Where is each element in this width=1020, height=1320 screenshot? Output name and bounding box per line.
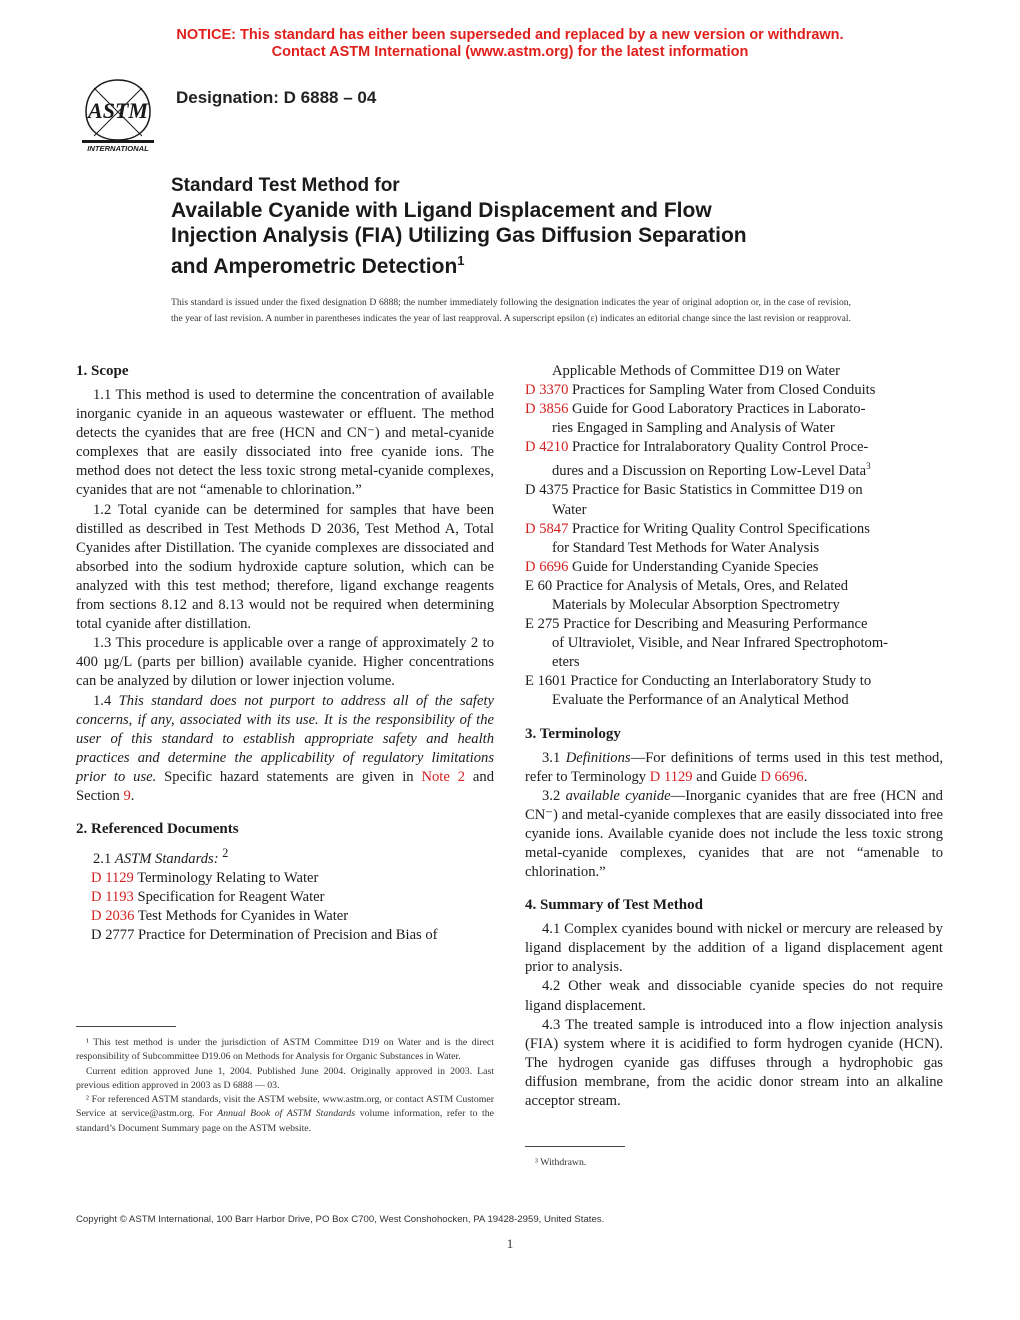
summary-4-3: 4.3 The treated sample is introduced into a flow injection analysis (FIA) system where it is acidified to form hydrogen cyanide (HCN). The hydrogen cyanide gas diffuses through a hydrophobic gas diffusion membrane, from the acidic donor stream into an alkaline acceptor stream. bbox=[525, 1016, 943, 1110]
ref-continuation: Applicable Methods of Committee D19 on Water bbox=[552, 363, 840, 379]
ref-code-link[interactable]: D 1129 bbox=[91, 870, 134, 887]
scope-heading: 1. Scope bbox=[76, 363, 129, 379]
scope-1-4-tail: Specific hazard statements are given in bbox=[164, 768, 414, 785]
notice-line-1: NOTICE: This standard has either been superseded and replaced by a new version or withdrawn. bbox=[176, 27, 844, 43]
logo-subtext: INTERNATIONAL bbox=[87, 144, 149, 153]
ref-title: Practices for Sampling Water from Closed Conduits bbox=[572, 382, 876, 399]
ref-code-link[interactable]: D 6696 bbox=[525, 558, 569, 575]
ref-continuation: Evaluate the Performance of an Analytical Method bbox=[552, 692, 849, 709]
terminology-3-1 bbox=[525, 749, 943, 787]
referenced-heading: 2. Referenced Documents bbox=[76, 821, 239, 838]
title-footnote-mark: 1 bbox=[457, 253, 465, 268]
ref-d1129-link[interactable]: D 1129 bbox=[649, 768, 693, 785]
referenced-intro-sup: 2 bbox=[222, 846, 229, 861]
ref-title: Practice for Describing and Measuring Performance bbox=[563, 616, 868, 633]
ref-continuation: Water bbox=[552, 501, 587, 518]
note-2-link[interactable]: Note 2 bbox=[421, 768, 466, 785]
ref-title: Guide for Understanding Cyanide Species bbox=[572, 558, 819, 575]
referenced-intro bbox=[76, 844, 494, 869]
scope-1-2: 1.2 Total cyanide can be determined for samples that have been distilled as described in Test Methods D 2036, Test Method A, Total Cyanides after Distillation. The cyanide complexes are dissociated and absorbed into the sodium hydroxide capture solution, which can be analyzed with this test method; therefore, ligand exchange reagents from sections 8.12 and 8.13 would not be required when determining total cyanide after distillation. bbox=[76, 501, 494, 633]
footnotes-right bbox=[525, 1156, 943, 1170]
title-line-1: Standard Test Method for bbox=[171, 175, 400, 196]
ref-continuation-text: dures and a Discussion on Reporting Low-Level Data bbox=[552, 463, 867, 480]
referenced-intro-italic: ASTM Standards: bbox=[114, 850, 219, 867]
ref-title: Specification for Reagent Water bbox=[137, 889, 325, 906]
ref-code-link[interactable]: D 1193 bbox=[91, 889, 134, 906]
footnote-rule-right bbox=[525, 1146, 625, 1147]
footnote-2-b: volume information, refer to the standard’s Document Summary page on the ASTM website. bbox=[76, 1108, 495, 1134]
ref-continuation: of Ultraviolet, Visible, and Near Infrared Spectrophotom- bbox=[552, 635, 889, 652]
ref-d6696-link[interactable]: D 6696 bbox=[760, 768, 804, 785]
ref-item bbox=[525, 577, 943, 596]
footnote-2-italic: Annual Book of ASTM Standards bbox=[217, 1108, 356, 1120]
ref-code-link[interactable]: D 2036 bbox=[91, 908, 135, 925]
scope-1-4-and: and Section bbox=[76, 768, 494, 804]
term-3-2-term: available cyanide bbox=[565, 787, 671, 804]
ref-item bbox=[525, 381, 943, 400]
ref-item bbox=[76, 907, 494, 926]
title-line-3: Injection Analysis (FIA) Utilizing Gas Diffusion Separation bbox=[171, 224, 747, 247]
footnote-rule-left bbox=[76, 1026, 176, 1027]
terminology-heading: 3. Terminology bbox=[525, 725, 621, 742]
footnote-1: ¹ This test method is under the jurisdiction of ASTM Committee D19 on Water and is the direct responsibility of Subcommittee D19.06 on Methods for Analysis for Organic Substances in Water. bbox=[76, 1037, 494, 1063]
document-title bbox=[171, 174, 871, 279]
scope-1-3: 1.3 This procedure is applicable over a range of approximately 2 to 400 µg/L (parts per billion) available cyanide. Higher concentrations can be analyzed by dilution or lower injection volume. bbox=[76, 635, 494, 690]
term-3-1-and: and Guide bbox=[696, 768, 757, 785]
ref-continuation: eters bbox=[552, 654, 580, 671]
copyright: Copyright © ASTM International, 100 Barr Harbor Drive, PO Box C700, West Conshohocken, PA 19428-2959, United States. bbox=[76, 1214, 605, 1225]
astm-logo bbox=[76, 74, 160, 154]
title-line-4-text: and Amperometric Detection bbox=[171, 255, 458, 278]
scope-1-4 bbox=[76, 692, 494, 807]
ref-item bbox=[76, 926, 494, 945]
ref-title: Practice for Writing Quality Control Specifications bbox=[572, 520, 870, 537]
ref-item bbox=[525, 520, 943, 539]
logo-text: ASTM bbox=[88, 98, 148, 123]
title-line-4 bbox=[171, 248, 871, 279]
ref-code-link[interactable]: D 3370 bbox=[525, 382, 569, 399]
notice-line-2: Contact ASTM International (www.astm.org) for the latest information bbox=[271, 44, 749, 60]
scope-1-4-italic: This standard does not purport to address all of the safety concerns, if any, associated with its use. It is the responsibility of the user of this standard to establish appropriate safety and health practices and determine the applicability of regulatory limitations prior to use. bbox=[76, 692, 494, 785]
ref-title: Guide for Good Laboratory Practices in Laborato- bbox=[572, 401, 866, 418]
ref-item bbox=[525, 615, 943, 634]
summary-4-2: 4.2 Other weak and dissociable cyanide species do not require ligand displacement. bbox=[525, 978, 943, 1014]
page-number: 1 bbox=[506, 1236, 514, 1251]
referenced-intro-num: 2.1 bbox=[93, 850, 112, 867]
ref-title: Test Methods for Cyanides in Water bbox=[137, 908, 349, 925]
footnote-2 bbox=[76, 1093, 494, 1136]
ref-item bbox=[525, 558, 943, 577]
term-3-1-num: 3.1 bbox=[542, 749, 561, 766]
scope-1-1: 1.1 This method is used to determine the concentration of available inorganic cyanide in an aqueous wastewater or effluent. The method detects the cyanides that are free (HCN and CN⁻) and metal-cyanide complexes that are easily dissociated into free cyanide ions. The method does not detect the less toxic strong metal-cyanide complexes, cyanides that are not “amenable to chlorination.” bbox=[76, 387, 494, 499]
ref-item bbox=[76, 869, 494, 888]
footnote-2-a: ² For referenced ASTM standards, visit the ASTM website, www.astm.org, or contact ASTM Customer Service at service@astm.org. For bbox=[76, 1094, 494, 1120]
footnote-3: ³ Withdrawn. bbox=[535, 1157, 587, 1168]
footnote-1b: Current edition approved June 1, 2004. Published June 2004. Originally approved in 2003. Last previous edition approved in 2003 as D 6888 — 03. bbox=[76, 1065, 494, 1091]
designation: Designation: D 6888 – 04 bbox=[176, 88, 377, 107]
summary-heading: 4. Summary of Test Method bbox=[525, 897, 703, 914]
ref-code: D 2777 bbox=[91, 927, 135, 944]
term-3-1-term: Definitions bbox=[565, 749, 631, 766]
ref-continuation: for Standard Test Methods for Water Analysis bbox=[552, 539, 820, 556]
ref-continuation: ries Engaged in Sampling and Analysis of Water bbox=[552, 420, 835, 437]
ref-item bbox=[525, 481, 943, 500]
ref-code-link[interactable]: D 3856 bbox=[525, 401, 569, 418]
right-column bbox=[525, 362, 943, 1111]
ref-continuation bbox=[525, 457, 943, 481]
ref-sup: 3 bbox=[866, 461, 871, 472]
ref-title: Practice for Basic Statistics in Committee D19 on bbox=[572, 482, 863, 499]
scope-1-4-num: 1.4 bbox=[93, 692, 112, 709]
term-3-1-end: . bbox=[803, 768, 808, 785]
ref-continuation: Materials by Molecular Absorption Spectrometry bbox=[552, 596, 840, 613]
issue-note: This standard is issued under the fixed designation D 6888; the number immediately following the designation indicates the year of original adoption or, in the case of revision, the year of last revision. A number in parentheses indicates the year of last reapproval. A superscript epsilon (ε) indicates an editorial change since the last revision or reapproval. bbox=[171, 297, 851, 324]
scope-1-4-end: . bbox=[130, 787, 135, 804]
ref-code: E 275 bbox=[525, 616, 560, 633]
ref-item bbox=[525, 672, 943, 691]
ref-title: Terminology Relating to Water bbox=[137, 870, 319, 887]
title-line-2: Available Cyanide with Ligand Displacement and Flow bbox=[171, 199, 712, 222]
ref-code-link[interactable]: D 4210 bbox=[525, 439, 569, 456]
ref-title: Practice for Determination of Precision and Bias of bbox=[138, 927, 438, 944]
term-3-1-text: —For definitions of terms used in this test method, refer to Terminology bbox=[525, 749, 943, 785]
term-3-2-num: 3.2 bbox=[542, 787, 561, 804]
terminology-3-2 bbox=[525, 787, 943, 882]
ref-code: E 60 bbox=[525, 577, 553, 594]
notice-banner bbox=[0, 27, 1020, 61]
footnotes-left bbox=[76, 1036, 494, 1136]
ref-code: E 1601 bbox=[525, 673, 567, 690]
ref-title: Practice for Analysis of Metals, Ores, and Related bbox=[555, 577, 849, 594]
left-column bbox=[76, 362, 494, 945]
ref-item bbox=[76, 888, 494, 907]
summary-4-1: 4.1 Complex cyanides bound with nickel or mercury are released by ligand displacement by the addition of a ligand displacement agent prior to analysis. bbox=[525, 921, 943, 976]
ref-code: D 4375 bbox=[525, 482, 569, 499]
section-9-link[interactable]: 9 bbox=[123, 787, 131, 804]
ref-code-link[interactable]: D 5847 bbox=[525, 520, 569, 537]
ref-item bbox=[525, 400, 943, 419]
term-3-2-text: —Inorganic cyanides that are free (HCN and CN⁻) and metal-cyanide complexes that are easily dissociated into free cyanide ions. Available cyanide does not include the less toxic strong metal-cyanide complexes, cyanides that are not “amenable to chlorination.” bbox=[525, 787, 943, 881]
ref-title: Practice for Intralaboratory Quality Control Proce- bbox=[572, 439, 869, 456]
ref-item bbox=[525, 438, 943, 457]
ref-title: Practice for Conducting an Interlaboratory Study to bbox=[570, 673, 872, 690]
